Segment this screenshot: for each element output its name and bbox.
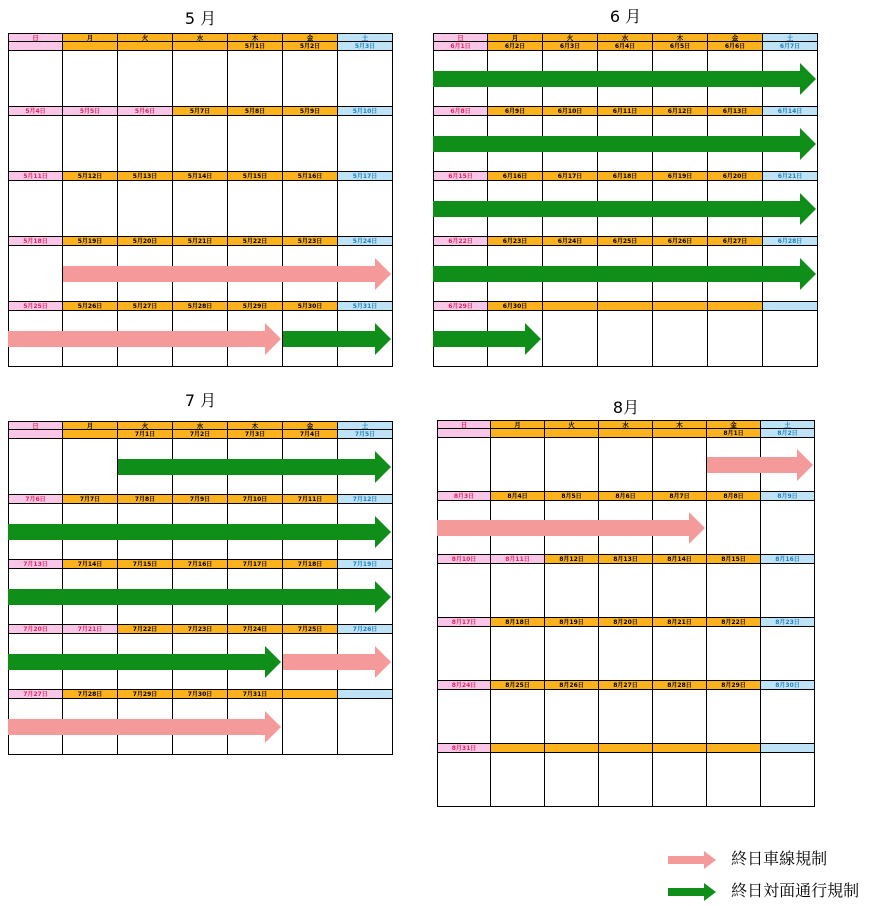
day-cell [437, 690, 491, 744]
date-label: 6月1日 [433, 42, 488, 51]
legend-item-full [668, 878, 859, 901]
weekday-label: 木 [228, 421, 283, 430]
date-row [8, 172, 393, 181]
date-label: 7月5日 [338, 430, 393, 439]
date-label: 6月10日 [543, 107, 598, 116]
weekday-label: 月 [63, 33, 118, 42]
day-cell [707, 753, 761, 807]
month-title: 8月 [612, 398, 640, 417]
date-label: 8月1日 [707, 429, 761, 438]
date-label: 6月22日 [433, 237, 488, 246]
date-label [545, 744, 599, 753]
full-arrow-icon [668, 883, 718, 901]
date-row [8, 625, 393, 634]
date-label: 6月15日 [433, 172, 488, 181]
date-label: 7月4日 [283, 430, 338, 439]
day-cell [653, 627, 707, 681]
date-label: 8月6日 [599, 492, 653, 501]
date-label: 7月23日 [173, 625, 228, 634]
day-cell [283, 51, 338, 107]
day-cell [437, 438, 491, 492]
day-cell [437, 564, 491, 618]
date-label: 7月15日 [118, 560, 173, 569]
day-cell [761, 753, 815, 807]
day-cell [228, 116, 283, 172]
day-cell [491, 438, 545, 492]
day-cell [8, 439, 63, 495]
date-label: 6月27日 [708, 237, 763, 246]
date-label: 8月9日 [761, 492, 815, 501]
date-label: 8月18日 [491, 618, 545, 627]
date-label: 7月13日 [8, 560, 63, 569]
date-label: 6月2日 [488, 42, 543, 51]
lane-arrow-icon [668, 851, 718, 869]
date-row [8, 42, 393, 51]
day-cell [545, 438, 599, 492]
date-label: 8月10日 [437, 555, 491, 564]
date-label [491, 744, 545, 753]
date-label: 5月23日 [283, 237, 338, 246]
date-label: 7月1日 [118, 430, 173, 439]
date-label: 8月25日 [491, 681, 545, 690]
date-label: 7月30日 [173, 690, 228, 699]
date-label: 8月22日 [707, 618, 761, 627]
date-label: 6月18日 [598, 172, 653, 181]
date-label: 7月2日 [173, 430, 228, 439]
date-label: 6月5日 [653, 42, 708, 51]
day-cell [761, 501, 815, 555]
weekday-label: 金 [283, 33, 338, 42]
date-label: 6月24日 [543, 237, 598, 246]
weekday-label: 金 [707, 420, 761, 429]
date-label [707, 744, 761, 753]
date-label [118, 42, 173, 51]
date-label: 6月20日 [708, 172, 763, 181]
date-label [8, 430, 63, 439]
day-cell [8, 51, 63, 107]
date-label: 6月29日 [433, 302, 488, 311]
full-closure-arrow [433, 63, 816, 95]
day-cell [545, 564, 599, 618]
day-cell [761, 690, 815, 744]
date-label: 8月15日 [707, 555, 761, 564]
date-label: 8月16日 [761, 555, 815, 564]
date-label: 6月16日 [488, 172, 543, 181]
weekday-header [437, 420, 815, 429]
weekday-label: 月 [491, 420, 545, 429]
month-title: 6 月 [609, 7, 642, 26]
date-label: 5月21日 [173, 237, 228, 246]
day-cell [599, 627, 653, 681]
date-label: 7月26日 [338, 625, 393, 634]
date-label: 5月1日 [228, 42, 283, 51]
date-label: 7月21日 [63, 625, 118, 634]
weekday-label: 土 [763, 33, 818, 42]
date-label: 8月14日 [653, 555, 707, 564]
date-label: 5月20日 [118, 237, 173, 246]
date-label [708, 302, 763, 311]
date-label: 8月21日 [653, 618, 707, 627]
date-label [763, 302, 818, 311]
day-cell [173, 181, 228, 237]
date-label: 6月11日 [598, 107, 653, 116]
lane-restriction-arrow [707, 449, 813, 481]
day-cell [283, 699, 338, 755]
weekday-label: 土 [338, 421, 393, 430]
day-cell [8, 116, 63, 172]
weekday-label: 水 [599, 420, 653, 429]
day-cell [653, 753, 707, 807]
date-label [545, 429, 599, 438]
date-label: 5月16日 [283, 172, 338, 181]
date-label: 6月14日 [763, 107, 818, 116]
date-label: 8月23日 [761, 618, 815, 627]
date-label: 8月2日 [761, 429, 815, 438]
date-label: 7月10日 [228, 495, 283, 504]
date-label: 7月11日 [283, 495, 338, 504]
day-cell [63, 51, 118, 107]
date-label: 8月27日 [599, 681, 653, 690]
week-body [437, 690, 815, 744]
day-cell [545, 627, 599, 681]
date-label: 7月18日 [283, 560, 338, 569]
date-label: 6月4日 [598, 42, 653, 51]
day-cell [491, 627, 545, 681]
date-label: 5月24日 [338, 237, 393, 246]
date-label: 5月3日 [338, 42, 393, 51]
day-cell [283, 116, 338, 172]
full-closure-arrow [433, 193, 816, 225]
date-label: 8月5日 [545, 492, 599, 501]
date-label: 8月8日 [707, 492, 761, 501]
date-label: 7月24日 [228, 625, 283, 634]
date-label: 5月12日 [63, 172, 118, 181]
day-cell [118, 116, 173, 172]
day-cell [707, 627, 761, 681]
date-label: 7月17日 [228, 560, 283, 569]
day-cell [491, 753, 545, 807]
full-closure-arrow [118, 451, 391, 483]
date-label: 5月29日 [228, 302, 283, 311]
date-label: 6月17日 [543, 172, 598, 181]
date-label: 5月5日 [63, 107, 118, 116]
date-row [433, 172, 818, 181]
day-cell [761, 564, 815, 618]
day-cell [173, 116, 228, 172]
date-label: 6月23日 [488, 237, 543, 246]
day-cell [118, 51, 173, 107]
weekday-label: 土 [761, 420, 815, 429]
date-label: 6月21日 [763, 172, 818, 181]
lane-restriction-arrow [437, 512, 705, 544]
weekday-header [8, 421, 393, 430]
date-label [653, 429, 707, 438]
date-row [437, 492, 815, 501]
date-label: 7月7日 [63, 495, 118, 504]
date-row [8, 560, 393, 569]
full-closure-arrow [283, 323, 391, 355]
date-label [653, 744, 707, 753]
date-label [8, 42, 63, 51]
date-label: 7月16日 [173, 560, 228, 569]
date-label: 7月31日 [228, 690, 283, 699]
day-cell [599, 753, 653, 807]
day-cell [598, 311, 653, 367]
day-cell [653, 311, 708, 367]
day-cell [599, 690, 653, 744]
weekday-label: 日 [437, 420, 491, 429]
date-label: 7月3日 [228, 430, 283, 439]
date-label: 5月6日 [118, 107, 173, 116]
date-label: 7月12日 [338, 495, 393, 504]
date-label: 8月24日 [437, 681, 491, 690]
date-label: 6月8日 [433, 107, 488, 116]
lane-restriction-arrow [8, 323, 281, 355]
date-label: 5月25日 [8, 302, 63, 311]
day-cell [63, 439, 118, 495]
date-label: 6月9日 [488, 107, 543, 116]
date-label: 8月4日 [491, 492, 545, 501]
date-label: 8月19日 [545, 618, 599, 627]
full-closure-arrow [8, 581, 391, 613]
date-row [433, 302, 818, 311]
date-label: 7月6日 [8, 495, 63, 504]
lane-restriction-arrow [63, 258, 391, 290]
date-row [8, 302, 393, 311]
date-label: 8月17日 [437, 618, 491, 627]
day-cell [8, 181, 63, 237]
day-cell [437, 753, 491, 807]
day-cell [599, 438, 653, 492]
date-label: 6月30日 [488, 302, 543, 311]
date-label: 7月20日 [8, 625, 63, 634]
date-label: 5月2日 [283, 42, 338, 51]
date-label [491, 429, 545, 438]
date-label [543, 302, 598, 311]
day-cell [653, 690, 707, 744]
date-label: 7月22日 [118, 625, 173, 634]
day-cell [118, 181, 173, 237]
weekday-label: 土 [338, 33, 393, 42]
day-cell [63, 181, 118, 237]
weekday-label: 火 [545, 420, 599, 429]
legend-item-lane [668, 846, 827, 869]
date-label: 8月20日 [599, 618, 653, 627]
date-label [283, 690, 338, 699]
date-row [8, 690, 393, 699]
day-cell [228, 51, 283, 107]
day-cell [173, 51, 228, 107]
date-row [437, 555, 815, 564]
date-label: 7月8日 [118, 495, 173, 504]
date-label: 5月17日 [338, 172, 393, 181]
date-label: 5月11日 [8, 172, 63, 181]
day-cell [708, 311, 763, 367]
date-label: 6月13日 [708, 107, 763, 116]
date-row [8, 430, 393, 439]
date-label: 5月15日 [228, 172, 283, 181]
weekday-label: 日 [8, 421, 63, 430]
day-cell [543, 311, 598, 367]
date-label: 5月14日 [173, 172, 228, 181]
day-cell [228, 181, 283, 237]
date-label [338, 690, 393, 699]
date-label: 8月11日 [491, 555, 545, 564]
day-cell [338, 699, 393, 755]
date-label: 5月18日 [8, 237, 63, 246]
date-label: 5月10日 [338, 107, 393, 116]
date-label: 6月26日 [653, 237, 708, 246]
date-label: 8月26日 [545, 681, 599, 690]
date-label: 8月28日 [653, 681, 707, 690]
date-label: 5月8日 [228, 107, 283, 116]
date-label: 6月25日 [598, 237, 653, 246]
date-label: 8月7日 [653, 492, 707, 501]
date-label: 8月13日 [599, 555, 653, 564]
date-label [598, 302, 653, 311]
date-label: 5月26日 [63, 302, 118, 311]
week-body [437, 627, 815, 681]
day-cell [491, 564, 545, 618]
date-label: 8月12日 [545, 555, 599, 564]
date-label: 7月9日 [173, 495, 228, 504]
day-cell [653, 564, 707, 618]
week-body [437, 564, 815, 618]
date-row [437, 618, 815, 627]
lane-restriction-arrow [283, 646, 391, 678]
month-title: 5 月 [184, 9, 217, 28]
day-cell [599, 564, 653, 618]
legend-label-lane: 終日車線規制 [731, 849, 828, 868]
date-label [599, 429, 653, 438]
day-cell [707, 564, 761, 618]
day-cell [338, 116, 393, 172]
date-label [173, 42, 228, 51]
weekday-label: 月 [488, 33, 543, 42]
week-body [8, 51, 393, 107]
weekday-label: 日 [433, 33, 488, 42]
date-label: 5月27日 [118, 302, 173, 311]
date-label: 5月4日 [8, 107, 63, 116]
date-label: 8月31日 [437, 744, 491, 753]
date-label: 5月22日 [228, 237, 283, 246]
date-label: 7月25日 [283, 625, 338, 634]
full-closure-arrow [433, 128, 816, 160]
date-label [653, 302, 708, 311]
weekday-header [8, 33, 393, 42]
week-body [437, 753, 815, 807]
date-label: 5月7日 [173, 107, 228, 116]
date-label [599, 744, 653, 753]
date-label: 6月28日 [763, 237, 818, 246]
day-cell [338, 181, 393, 237]
date-row [8, 107, 393, 116]
date-row [433, 107, 818, 116]
day-cell [437, 627, 491, 681]
month-title: 7 月 [184, 391, 217, 410]
day-cell [707, 501, 761, 555]
date-label: 8月29日 [707, 681, 761, 690]
day-cell [761, 627, 815, 681]
weekday-label: 金 [283, 421, 338, 430]
day-cell [763, 311, 818, 367]
date-label: 5月19日 [63, 237, 118, 246]
weekday-label: 水 [598, 33, 653, 42]
day-cell [707, 690, 761, 744]
date-label: 7月28日 [63, 690, 118, 699]
date-label [63, 42, 118, 51]
legend-label-full: 終日対面通行規制 [731, 881, 860, 900]
date-label [761, 744, 815, 753]
date-label: 6月12日 [653, 107, 708, 116]
day-cell [545, 753, 599, 807]
full-closure-arrow [8, 516, 391, 548]
weekday-label: 火 [118, 33, 173, 42]
day-cell [338, 51, 393, 107]
day-cell [283, 181, 338, 237]
date-row [433, 42, 818, 51]
date-label: 6月6日 [708, 42, 763, 51]
full-closure-arrow [8, 646, 281, 678]
day-cell [653, 438, 707, 492]
date-label [437, 429, 491, 438]
day-cell [8, 246, 63, 302]
date-label: 5月28日 [173, 302, 228, 311]
weekday-label: 日 [8, 33, 63, 42]
date-row [437, 681, 815, 690]
week-body [8, 181, 393, 237]
weekday-label: 水 [173, 421, 228, 430]
date-row [8, 237, 393, 246]
date-label: 7月14日 [63, 560, 118, 569]
weekday-label: 火 [118, 421, 173, 430]
date-label: 7月19日 [338, 560, 393, 569]
day-cell [63, 116, 118, 172]
date-label [63, 430, 118, 439]
weekday-label: 水 [173, 33, 228, 42]
day-cell [545, 690, 599, 744]
weekday-label: 木 [653, 420, 707, 429]
date-label: 8月3日 [437, 492, 491, 501]
day-cell [491, 690, 545, 744]
date-row [437, 744, 815, 753]
weekday-header [433, 33, 818, 42]
date-label: 5月13日 [118, 172, 173, 181]
week-body [8, 116, 393, 172]
date-row [433, 237, 818, 246]
full-closure-arrow [433, 258, 816, 290]
weekday-label: 木 [228, 33, 283, 42]
lane-restriction-arrow [8, 711, 281, 743]
date-label: 7月29日 [118, 690, 173, 699]
date-label: 7月27日 [8, 690, 63, 699]
date-label: 6月19日 [653, 172, 708, 181]
weekday-label: 火 [543, 33, 598, 42]
date-label: 5月30日 [283, 302, 338, 311]
date-row [437, 429, 815, 438]
date-label: 5月31日 [338, 302, 393, 311]
date-label: 8月30日 [761, 681, 815, 690]
date-label: 6月3日 [543, 42, 598, 51]
date-label: 6月7日 [763, 42, 818, 51]
weekday-label: 月 [63, 421, 118, 430]
date-label: 5月9日 [283, 107, 338, 116]
weekday-label: 木 [653, 33, 708, 42]
weekday-label: 金 [708, 33, 763, 42]
full-closure-arrow [433, 323, 541, 355]
date-row [8, 495, 393, 504]
